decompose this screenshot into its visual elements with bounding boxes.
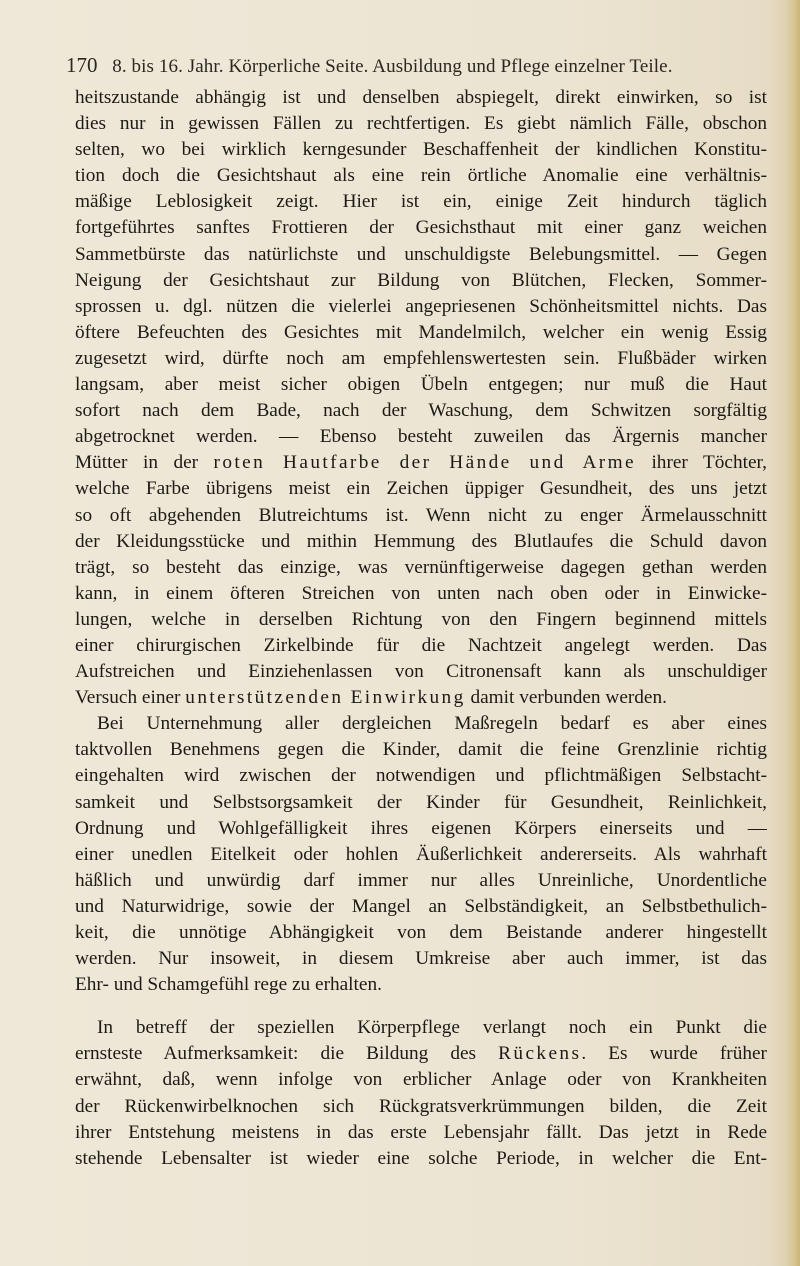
text-line: eingehalten wird zwischen der notwendigen und pflichtmäßigen Selbstacht-: [75, 765, 767, 787]
text-line: der Kleidungsstücke und mithin Hemmung des Blutlaufes die Schuld davon: [75, 530, 767, 552]
text-line: taktvollen Benehmens gegen die Kinder, damit die feine Grenzlinie richtig: [75, 739, 767, 761]
text-line: sofort nach dem Bade, nach der Waschung, dem Schwitzen sorgfältig: [75, 400, 767, 422]
page-edge-shadow: [786, 0, 800, 1266]
text-fragment: . Es wurde früher: [581, 1043, 767, 1065]
emphasized-text: unterstützenden Einwirkung: [185, 687, 466, 709]
text-line: In betreff der speziellen Körperpflege verlangt noch ein Punkt die: [97, 1017, 767, 1039]
text-fragment: ihrer Töchter,: [635, 452, 767, 474]
text-line: [75, 685, 767, 711]
text-line: trägt, so besteht das einzige, was vernünftigerweise dagegen gethan werden: [75, 556, 767, 578]
paragraph-gap: [75, 998, 767, 1015]
emphasized-text: Rückens: [498, 1043, 582, 1065]
emphasized-text: roten Hautfarbe der Hände und Arme: [213, 452, 636, 474]
text-line: lungen, welche in derselben Richtung von den Fingern beginnend mittels: [75, 608, 767, 630]
text-line: ihrer Entstehung meistens in das erste Lebensjahr fällt. Das jetzt in Rede: [75, 1121, 767, 1143]
text-line: stehende Lebensalter ist wieder eine solche Periode, in welcher die Ent-: [75, 1147, 767, 1169]
text-fragment: ernsteste Aufmerksamkeit: die Bildung des: [75, 1043, 499, 1065]
text-line: Aufstreichen und Einziehenlassen von Citronensaft kann als unschuldiger: [75, 661, 767, 683]
text-line: zugesetzt wird, dürfte noch am empfehlenswertesten sein. Flußbäder wirken: [75, 347, 767, 369]
running-head-title: 8. bis 16. Jahr. Körperliche Seite. Ausbildung und Pflege einzelner Teile.: [112, 56, 673, 77]
text-fragment: Versuch einer: [75, 687, 186, 709]
text-line: einer unedlen Eitelkeit oder hohlen Äußerlichkeit andererseits. Als wahrhaft: [75, 843, 767, 865]
text-line: keit, die unnötige Abhängigkeit von dem Beistande anderer hingestellt: [75, 922, 767, 943]
text-line: selten, wo bei wirklich kerngesunder Beschaffenheit der kindlichen Konstitu-: [75, 139, 767, 161]
text-line: Ordnung und Wohlgefälligkeit ihres eigenen Körpers einerseits und —: [75, 817, 767, 839]
text-line: einer chirurgischen Zirkelbinde für die Nachtzeit angelegt werden. Das: [75, 634, 767, 656]
paragraph-3: [75, 1015, 767, 1172]
text-line: heitszustande abhängig ist und denselben abspiegelt, direkt einwirken, so ist: [75, 87, 767, 108]
text-line: werden. Nur insoweit, in diesem Umkreise aber auch immer, ist das: [75, 948, 767, 970]
text-line: sprossen u. dgl. nützen die vielerlei angepriesenen Schönheitsmittel nichts. Das: [75, 295, 767, 317]
paragraph-2: [75, 711, 767, 998]
text-line: abgetrocknet werden. — Ebenso besteht zuweilen das Ärgernis mancher: [75, 426, 767, 448]
text-fragment: Mütter in der: [75, 452, 214, 474]
text-line: der Rückenwirbelknochen sich Rückgratsverkrümmungen bilden, die Zeit: [75, 1095, 767, 1117]
text-line: [75, 1041, 767, 1067]
text-line: dies nur in gewissen Fällen zu rechtfertigen. Es giebt nämlich Fälle, obschon: [75, 113, 767, 135]
text-line: [75, 450, 767, 476]
text-fragment: damit verbunden werden.: [465, 687, 667, 709]
text-line: samkeit und Selbstsorgsamkeit der Kinder für Gesundheit, Reinlichkeit,: [75, 791, 767, 813]
text-line: so oft abgehenden Blutreichtums ist. Wenn nicht zu enger Ärmelausschnitt: [75, 504, 767, 526]
text-line: Sammetbürste das natürlichste und unschuldigste Belebungsmittel. — Gegen: [75, 243, 767, 265]
text-line: Ehr- und Schamgefühl rege zu erhalten.: [75, 974, 382, 996]
text-line: mäßige Leblosigkeit zeigt. Hier ist ein, einige Zeit hindurch täglich: [75, 191, 767, 213]
running-head: [66, 50, 766, 80]
text-line: fortgeführtes sanftes Frottieren der Gesichsthaut mit einer ganz weichen: [75, 217, 767, 239]
text-line: langsam, aber meist sicher obigen Übeln entgegen; nur muß die Haut: [75, 374, 767, 396]
text-line: tion doch die Gesichtshaut als eine rein örtliche Anomalie eine verhältnis-: [75, 165, 767, 187]
text-line: Bei Unternehmung aller dergleichen Maßregeln bedarf es aber eines: [97, 713, 767, 735]
text-line: und Naturwidrige, sowie der Mangel an Selbständigkeit, an Selbstbethulich-: [75, 895, 767, 917]
text-line: öftere Befeuchten des Gesichtes mit Mandelmilch, welcher ein wenig Essig: [75, 321, 767, 343]
text-line: erwähnt, daß, wenn infolge von erblicher Anlage oder von Krankheiten: [75, 1069, 767, 1091]
text-line: häßlich und unwürdig darf immer nur alles Unreinliche, Unordentliche: [75, 869, 767, 891]
body-text: [75, 85, 767, 1172]
paragraph-1: [75, 85, 767, 711]
text-line: kann, in einem öfteren Streichen von unten nach oben oder in Einwicke-: [75, 582, 767, 604]
text-line: welche Farbe übrigens meist ein Zeichen üppiger Gesundheit, des uns jetzt: [75, 478, 767, 500]
page-number: 170: [66, 53, 98, 77]
text-line: Neigung der Gesichtshaut zur Bildung von Blütchen, Flecken, Sommer-: [75, 269, 767, 291]
